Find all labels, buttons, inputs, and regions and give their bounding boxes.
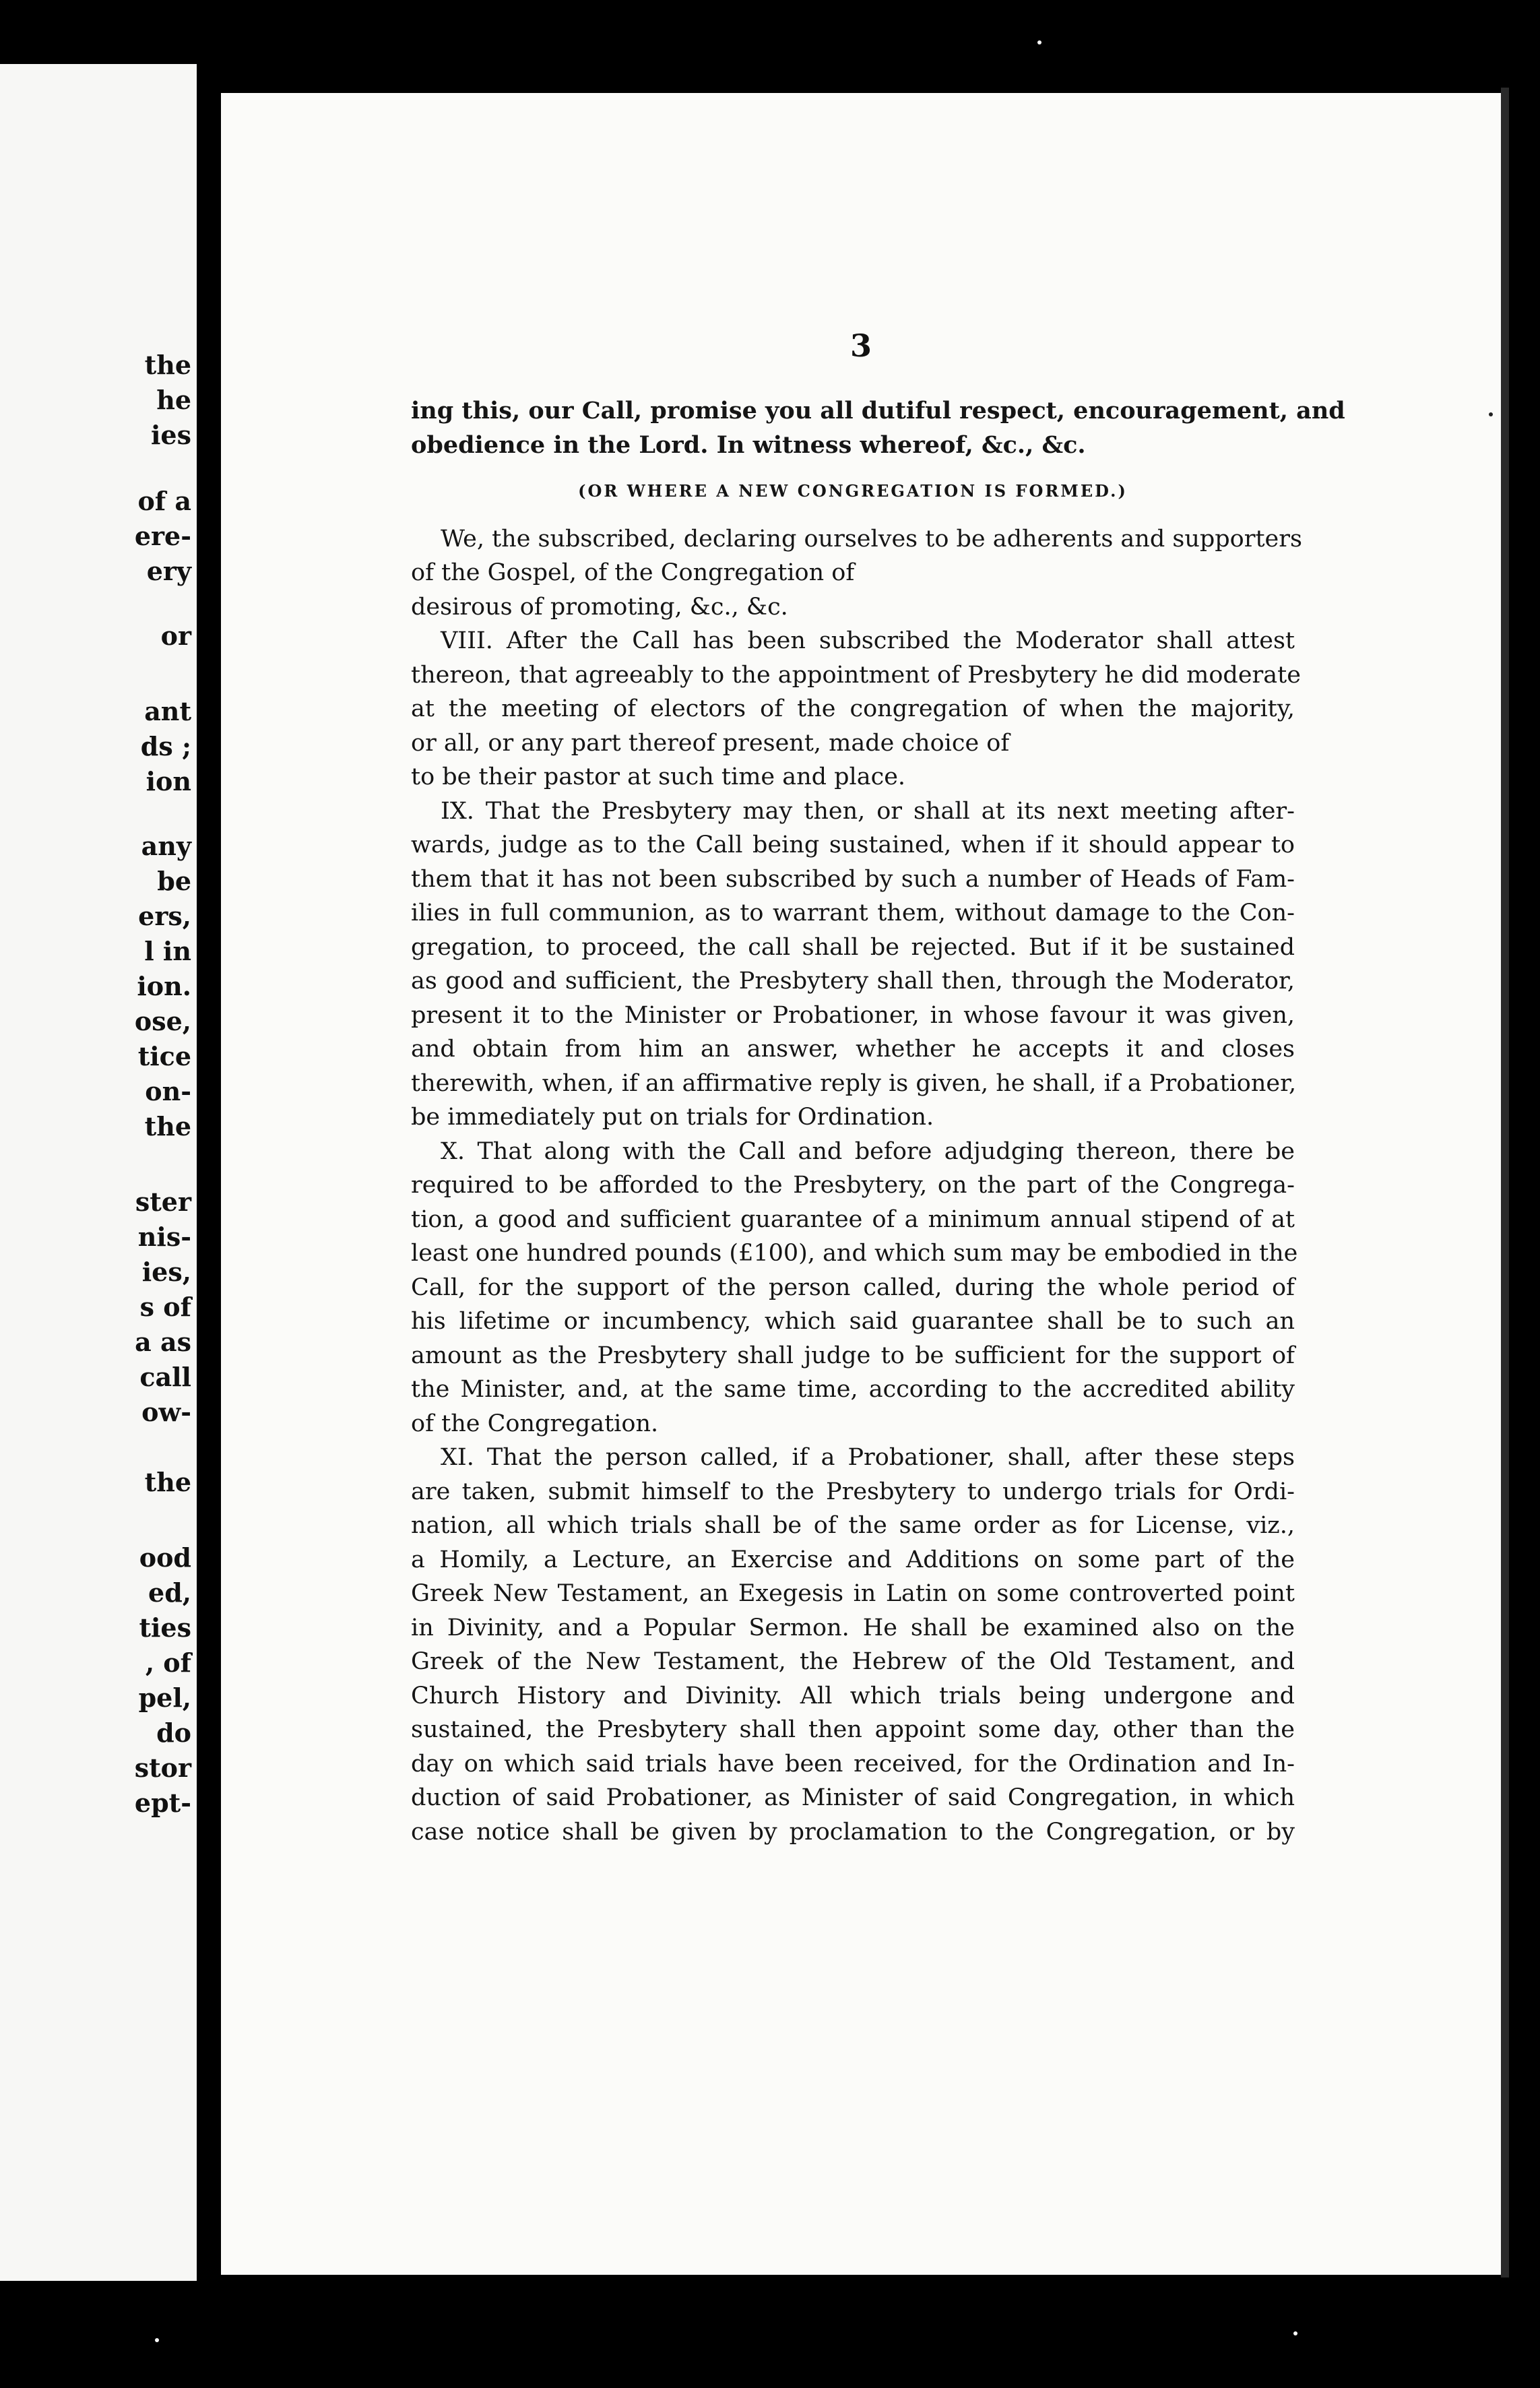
left-page-text-fragments — [0, 64, 197, 2281]
text-line: Greek of the New Testament, the Hebrew of the Old Testament, and — [411, 1648, 1295, 1675]
text-line: the Minister, and, at the same time, according to the accredited ability — [411, 1376, 1295, 1403]
text-line: tion, a good and sufficient guarantee of a minimum annual stipend of at — [411, 1205, 1295, 1233]
text-line: XI. That the person called, if a Probationer, shall, after these steps — [441, 1444, 1295, 1471]
text-line: VIII. After the Call has been subscribed the Moderator shall attest — [441, 627, 1295, 654]
text-line: them that it has not been subscribed by such a number of Heads of Fam- — [411, 865, 1295, 893]
text-line: or all, or any part thereof present, made choice of — [411, 729, 1010, 757]
left-page-fragment: ed, — [148, 1577, 191, 1608]
left-page-fragment: tice — [137, 1041, 191, 1071]
body-text — [411, 394, 1345, 1849]
left-page-fragment: ers, — [138, 901, 191, 931]
text-line: wards, judge as to the Call being sustained, when if it should appear to — [411, 831, 1295, 858]
text-line: sustained, the Presbytery shall then appoint some day, other than the — [411, 1716, 1295, 1743]
left-page-fragment: stor — [134, 1753, 191, 1783]
text-line: ilies in full communion, as to warrant them, without damage to the Con- — [411, 900, 1295, 926]
text-line: We, the subscribed, declaring ourselves to be adherents and supporters — [441, 525, 1302, 553]
text-line: duction of said Probationer, as Minister of said Congregation, in which — [411, 1784, 1295, 1811]
text-line: least one hundred pounds (£100), and which sum may be embodied in the — [411, 1240, 1298, 1267]
scan-speck — [155, 2338, 159, 2342]
section-heading: (OR WHERE A NEW CONGREGATION IS FORMED.) — [578, 481, 1128, 501]
left-page-fragment: ery — [146, 556, 191, 586]
left-page-fragment: ion — [146, 766, 191, 796]
text-line: as good and sufficient, the Presbytery shall then, through the Moderator, — [411, 968, 1295, 995]
left-page-fragment: the — [144, 1467, 191, 1497]
left-page-fragment: s of — [139, 1292, 191, 1322]
left-page-fragment: ion. — [137, 971, 191, 1001]
book-gutter — [197, 64, 221, 2281]
left-page-fragment: ds ; — [140, 731, 191, 761]
left-page-fragment: l in — [144, 936, 191, 966]
text-line: in Divinity, and a Popular Sermon. He shall be examined also on the — [411, 1614, 1295, 1641]
text-line: to be their pastor at such time and place. — [411, 763, 906, 790]
left-page — [0, 64, 197, 2281]
text-line: at the meeting of electors of the congregation of when the majority, — [411, 695, 1295, 722]
text-line: therewith, when, if an affirmative reply is given, he shall, if a Probationer, — [411, 1069, 1297, 1097]
left-page-fragment: ept- — [134, 1788, 191, 1818]
left-page-fragment: ies — [150, 420, 191, 450]
left-page-fragment: ere- — [134, 521, 191, 551]
left-page-fragment: on- — [145, 1076, 191, 1106]
left-page-fragment: any — [141, 831, 191, 861]
text-line: a Homily, a Lecture, an Exercise and Additions on some part of the — [411, 1546, 1295, 1573]
left-page-fragment: ow- — [141, 1397, 191, 1427]
left-page-fragment: a as — [135, 1327, 191, 1357]
left-page-fragment: or — [160, 621, 191, 651]
text-line: amount as the Presbytery shall judge to be sufficient for the support of — [411, 1342, 1295, 1369]
scan-speck — [1293, 2331, 1297, 2335]
left-page-fragment: ster — [135, 1187, 191, 1217]
text-line: desirous of promoting, &c., &c. — [411, 593, 788, 621]
text-line: be immediately put on trials for Ordination. — [411, 1104, 934, 1131]
text-line: X. That along with the Call and before adjudging thereon, there be — [441, 1137, 1295, 1165]
text-line: Church History and Divinity. All which trials being undergone and — [411, 1682, 1295, 1709]
left-page-fragment: the — [144, 350, 191, 380]
text-line: day on which said trials have been received, for the Ordination and In- — [411, 1750, 1295, 1778]
text-line: are taken, submit himself to the Presbytery to undergo trials for Ordi- — [411, 1478, 1295, 1505]
text-line: ing this, our Call, promise you all dutiful respect, encouragement, and — [411, 397, 1345, 425]
left-page-fragment: ose, — [134, 1006, 191, 1036]
text-line: obedience in the Lord. In witness whereof, &c., &c. — [411, 431, 1086, 459]
left-page-fragment: nis- — [137, 1222, 191, 1252]
left-page-fragment: ant — [144, 696, 191, 726]
left-page-fragment: he — [156, 385, 191, 415]
left-page-fragment: do — [156, 1718, 191, 1748]
text-line: his lifetime or incumbency, which said guarantee shall be to such an — [411, 1308, 1295, 1335]
left-page-fragment: the — [144, 1111, 191, 1141]
text-line: gregation, to proceed, the call shall be rejected. But if it be sustained — [411, 933, 1295, 961]
left-page-fragment: ties — [139, 1612, 191, 1643]
page-number: 3 — [850, 327, 872, 364]
text-line: present it to the Minister or Probationer, in whose favour it was given, — [411, 1001, 1295, 1029]
scan-speck — [1037, 40, 1041, 44]
left-page-fragment: , of — [145, 1647, 191, 1678]
text-line: case notice shall be given by proclamation to the Congregation, or by — [411, 1818, 1295, 1846]
left-page-fragment: ies, — [141, 1257, 191, 1287]
text-line: nation, all which trials shall be of the same order as for License, viz., — [411, 1512, 1295, 1539]
text-line: IX. That the Presbytery may then, or shall at its next meeting after- — [441, 797, 1295, 825]
left-page-fragment: pel, — [138, 1683, 191, 1713]
text-line: of the Gospel, of the Congregation of — [411, 559, 855, 586]
left-page-fragment: of a — [137, 486, 191, 516]
text-line: and obtain from him an answer, whether he accepts it and closes — [411, 1036, 1295, 1063]
text-line: Call, for the support of the person called, during the whole period of — [411, 1274, 1295, 1301]
page-edge — [1501, 88, 1509, 2277]
text-line: required to be afforded to the Presbytery, on the part of the Congrega- — [411, 1172, 1295, 1199]
text-line: thereon, that agreeably to the appointment of Presbytery he did moderate — [411, 661, 1301, 689]
left-page-fragment: call — [139, 1362, 191, 1392]
text-line: Greek New Testament, an Exegesis in Latin on some controverted point — [411, 1580, 1295, 1607]
scan-speck — [1489, 412, 1493, 416]
left-page-fragment: be — [157, 866, 191, 896]
left-page-fragment: ood — [139, 1542, 191, 1573]
text-line: of the Congregation. — [411, 1410, 659, 1437]
